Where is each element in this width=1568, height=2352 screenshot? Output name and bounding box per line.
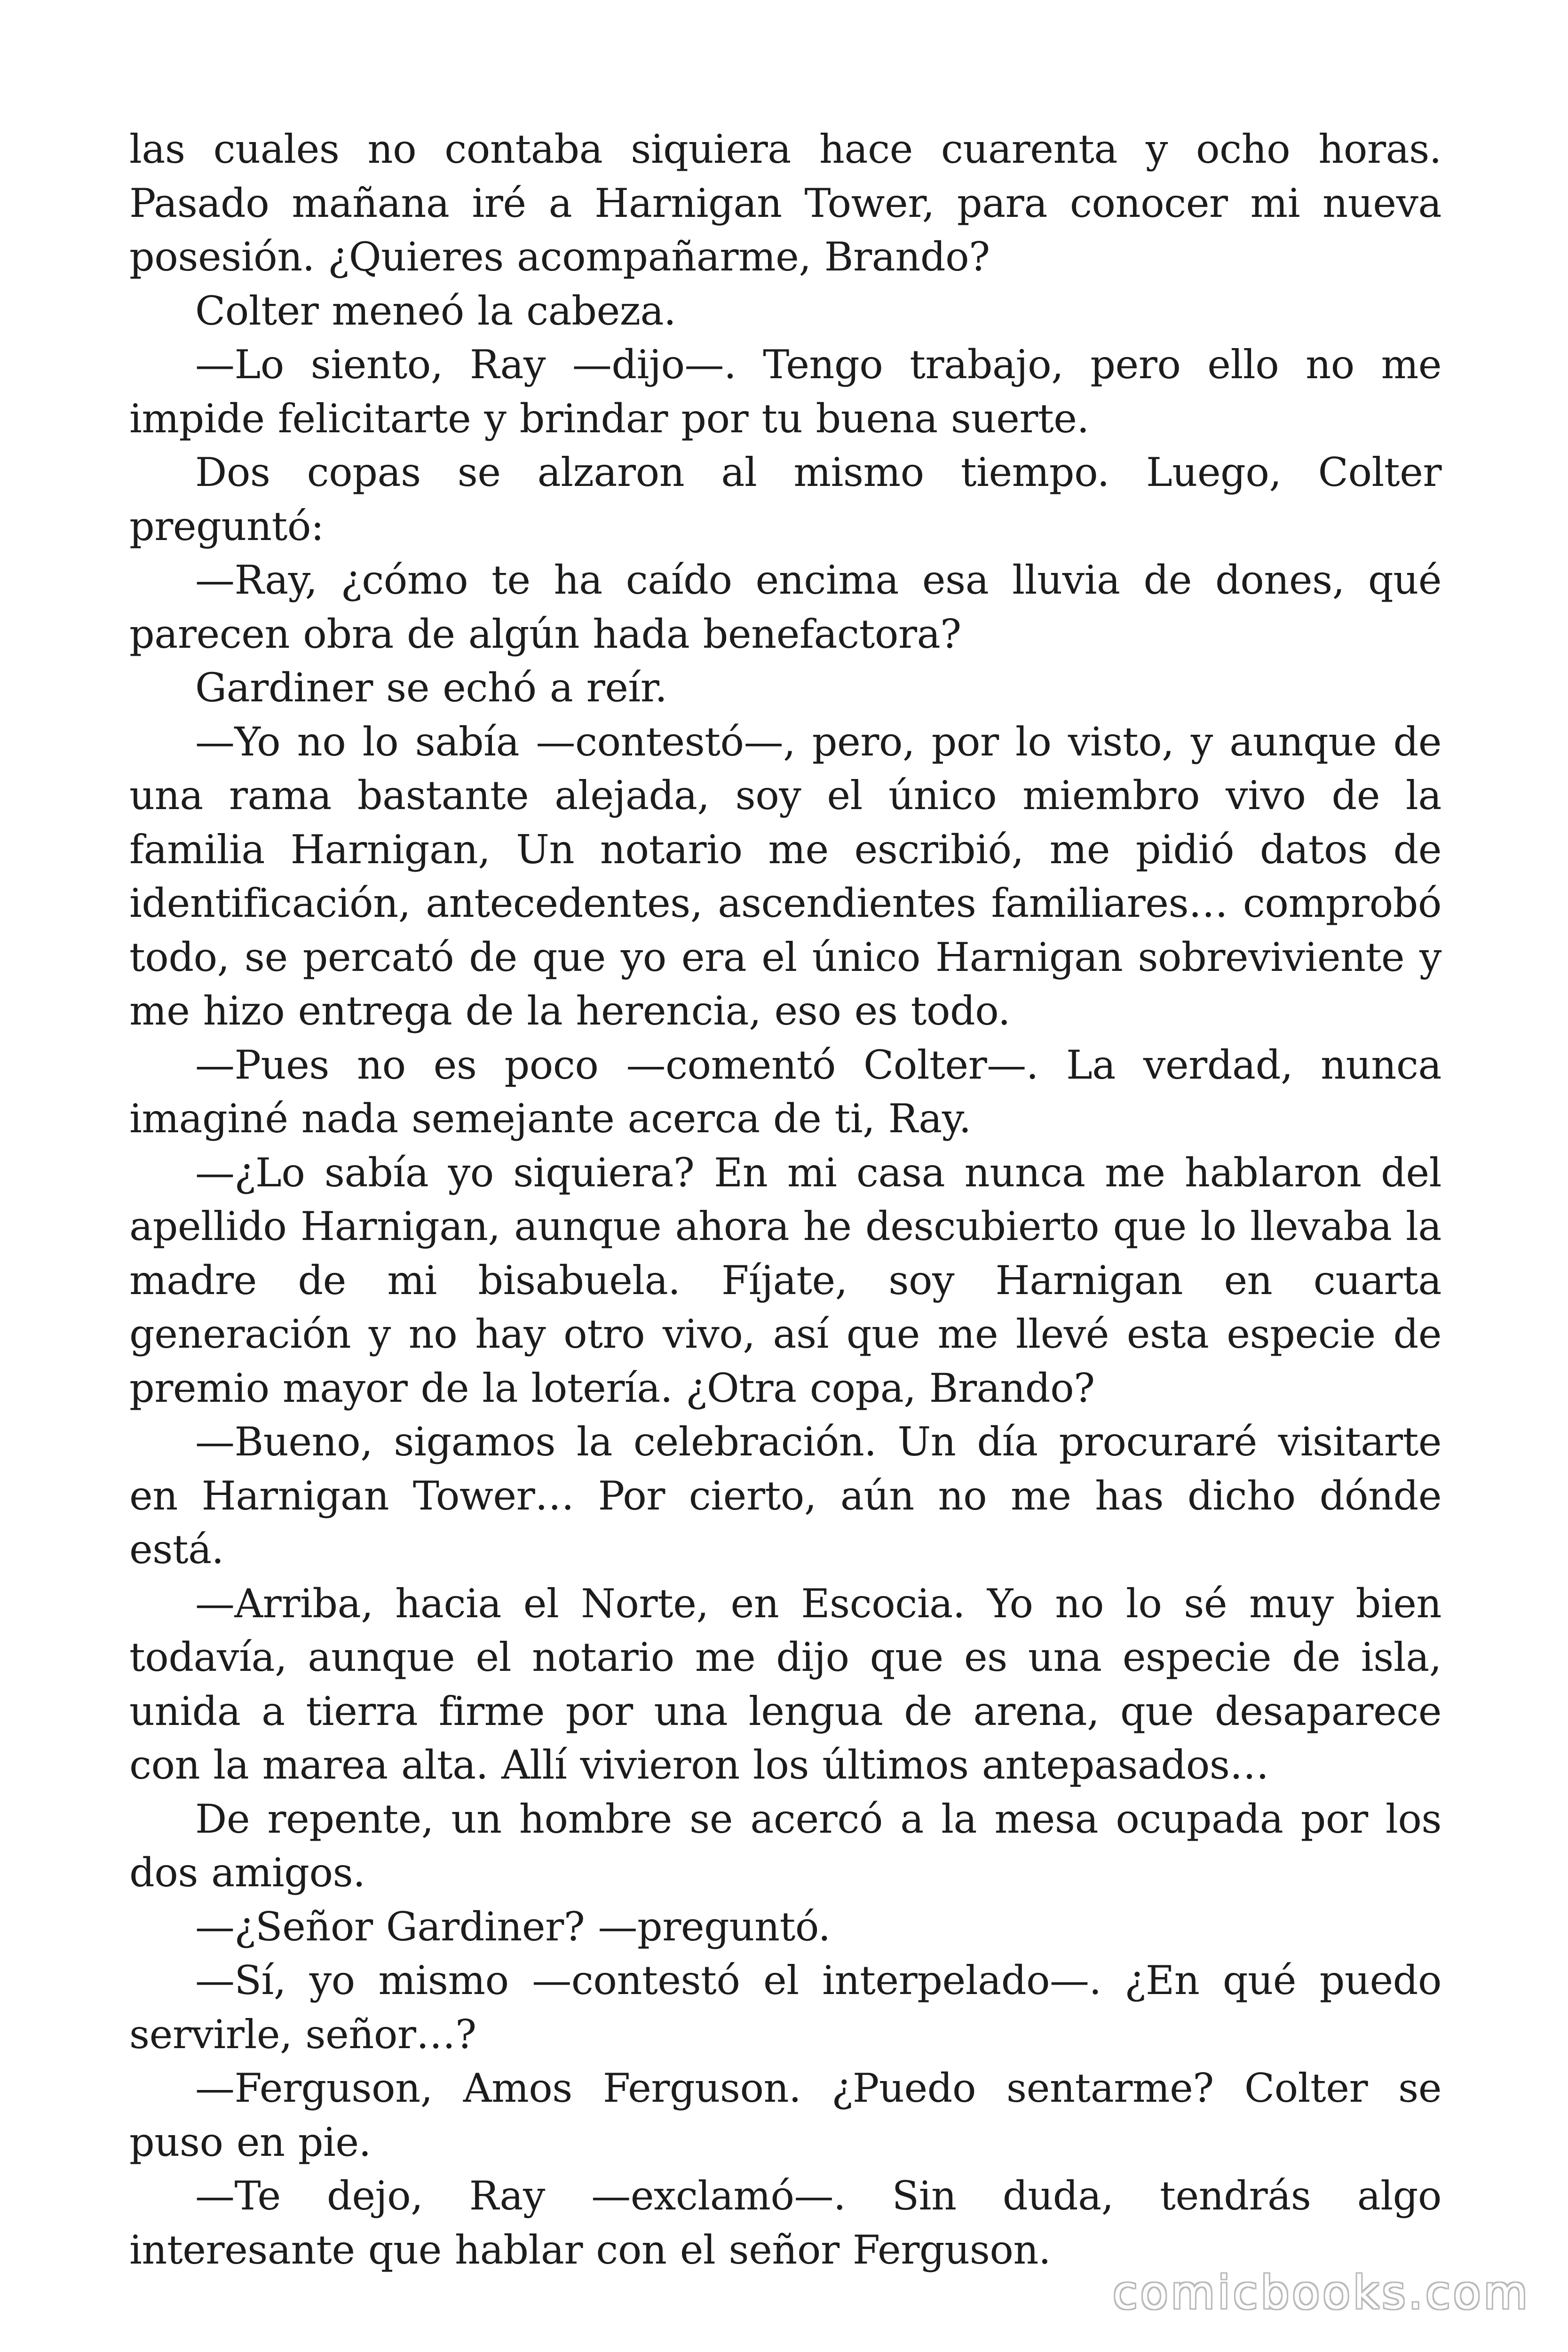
paragraph: —¿Lo sabía yo siquiera? En mi casa nunca me hablaron del apellido Harnigan, aunque ahora he descubierto que lo llevaba la madre de mi bisabuela. Fíjate, soy Harnigan en cuarta generación y no hay otro vivo, así que me llevé esta especie de premio mayor de la lotería. ¿Otra copa, Brando? <box>129 1149 1441 1411</box>
watermark: comicbooks.com <box>1112 2266 1530 2319</box>
paragraph: —Bueno, sigamos la celebración. Un día procuraré visitarte en Harnigan Tower… Por cierto, aún no me has dicho dónde está. <box>129 1419 1441 1573</box>
paragraph-continuation: las cuales no contaba siquiera hace cuarenta y ocho horas. Pasado mañana iré a Harnigan Tower, para conocer mi nueva posesión. ¿Quieres acompañarme, Brando? <box>129 126 1441 280</box>
paragraph: —Sí, yo mismo —contestó el interpelado—. ¿En qué puedo servirle, señor…? <box>129 1957 1441 2058</box>
paragraph: —Yo no lo sabía —contestó—, pero, por lo visto, y aunque de una rama bastante alejada, soy el único miembro vivo de la familia Harnigan, Un notario me escribió, me pidió datos de identificación, antecedentes, ascendientes familiares… comprobó todo, se percató de que yo era el único Harnigan sobreviviente y me hizo entrega de la herencia, eso es todo. <box>129 718 1441 1034</box>
paragraph: —¿Señor Gardiner? —preguntó. <box>195 1903 831 1950</box>
paragraph: Colter meneó la cabeza. <box>195 287 676 334</box>
paragraph: —Arriba, hacia el Norte, en Escocia. Yo no lo sé muy bien todavía, aunque el notario me dijo que es una especie de isla, unida a tierra firme por una lengua de arena, que desaparece con la marea alta. Allí vivieron los últimos antepasados… <box>129 1580 1441 1788</box>
page-text <box>129 122 1441 2277</box>
paragraph: —Pues no es poco —comentó Colter—. La verdad, nunca imaginé nada semejante acerca de ti, Ray. <box>129 1041 1441 1142</box>
paragraph: —Ray, ¿cómo te ha caído encima esa lluvia de dones, qué parecen obra de algún hada benefactora? <box>129 557 1441 657</box>
paragraph: —Ferguson, Amos Ferguson. ¿Puedo sentarme? Colter se puso en pie. <box>129 2065 1441 2165</box>
paragraph: De repente, un hombre se acercó a la mesa ocupada por los dos amigos. <box>129 1796 1441 1896</box>
paragraph: —Lo siento, Ray —dijo—. Tengo trabajo, pero ello no me impide felicitarte y brindar por tu buena suerte. <box>129 342 1441 442</box>
paragraph: —Te dejo, Ray —exclamó—. Sin duda, tendrás algo interesante que hablar con el señor Ferguson. <box>129 2173 1441 2273</box>
paragraph: Gardiner se echó a reír. <box>195 665 667 711</box>
paragraph: Dos copas se alzaron al mismo tiempo. Luego, Colter preguntó: <box>129 449 1441 549</box>
